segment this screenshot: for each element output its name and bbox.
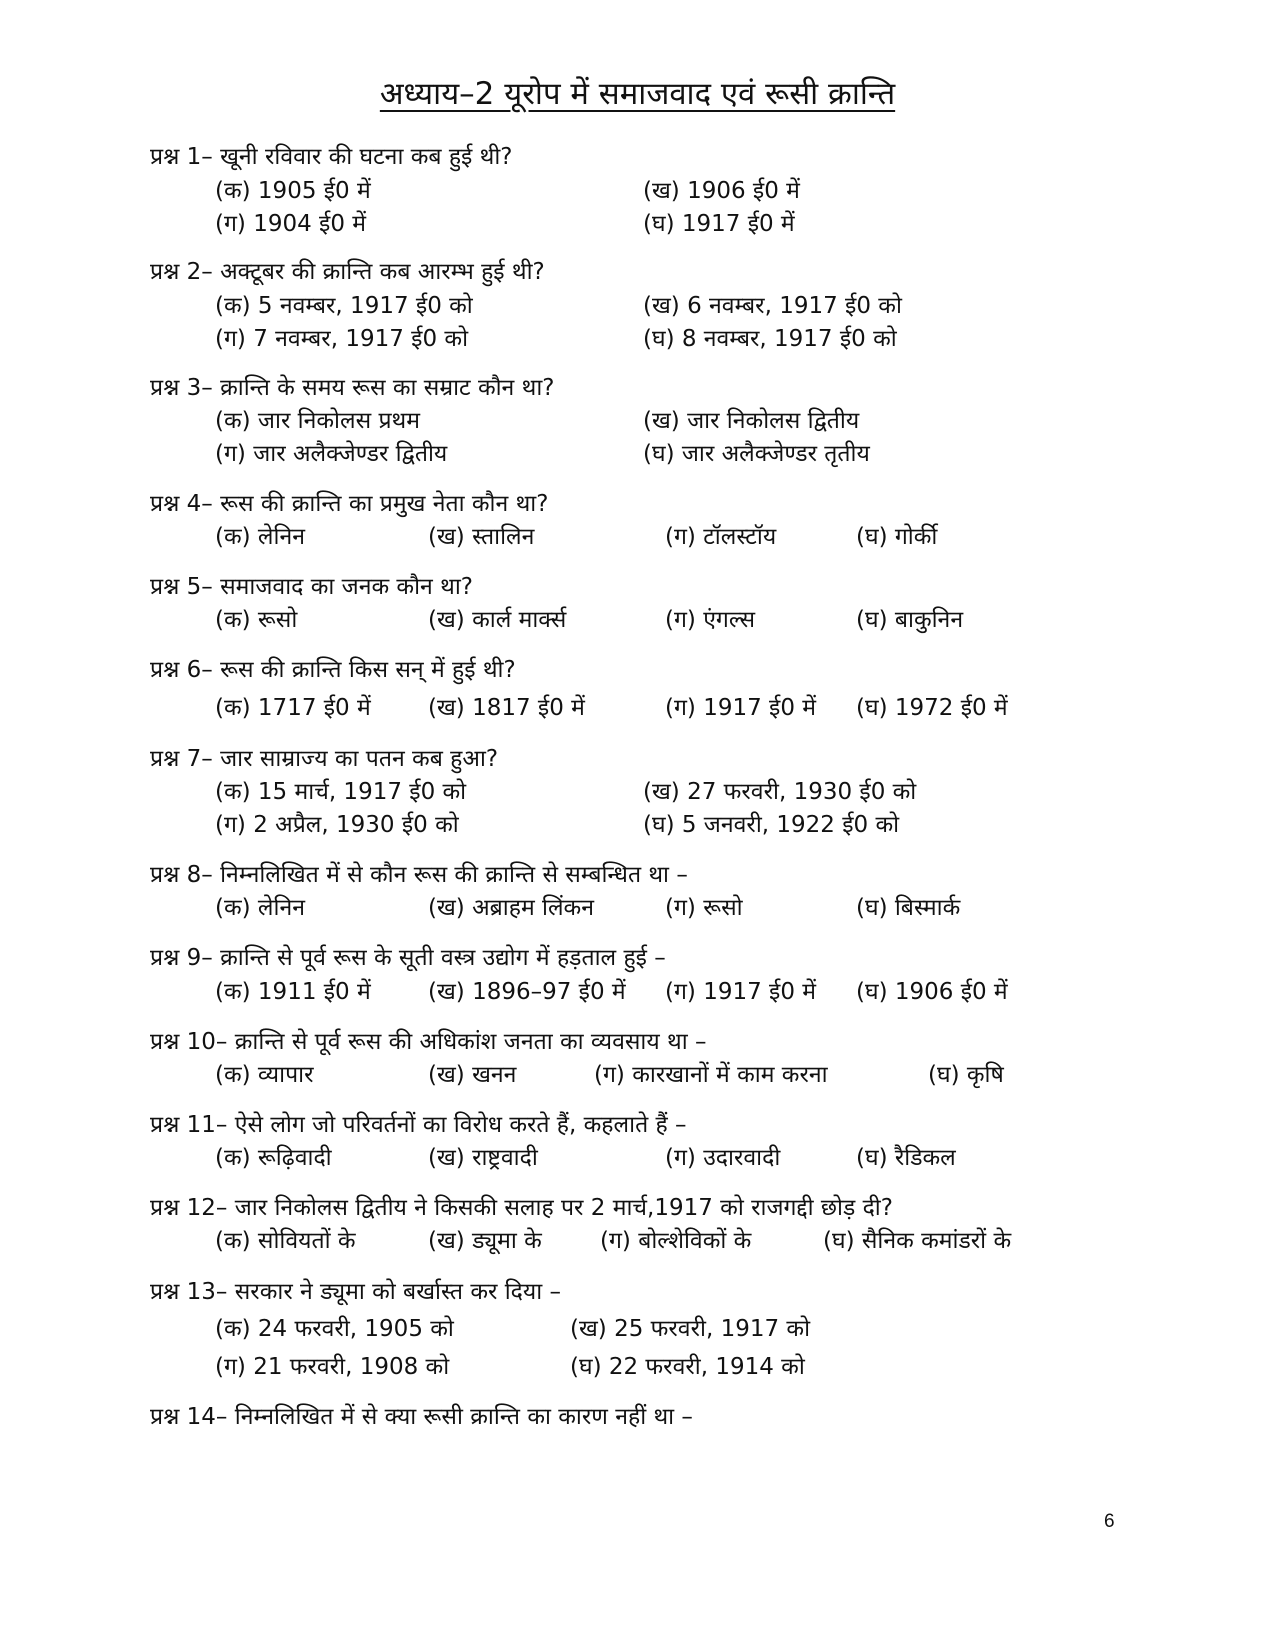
option-13-ga: (ग) 21 फरवरी, 1908 को <box>215 1354 450 1380</box>
option-8-gha: (घ) बिस्मार्क <box>856 895 961 921</box>
option-7-kha: (ख) 27 फरवरी, 1930 ई0 को <box>643 779 917 805</box>
option-2-kha: (ख) 6 नवम्बर, 1917 ई0 को <box>643 293 902 319</box>
option-12-kha: (ख) ड्यूमा के <box>428 1228 542 1254</box>
option-5-kha: (ख) कार्ल मार्क्स <box>428 607 567 633</box>
option-6-ga: (ग) 1917 ई0 में <box>665 695 817 721</box>
option-2-ka: (क) 5 नवम्बर, 1917 ई0 को <box>215 293 473 319</box>
option-5-ga: (ग) एंगल्स <box>665 607 756 633</box>
option-7-ka: (क) 15 मार्च, 1917 ई0 को <box>215 779 467 805</box>
option-2-ga: (ग) 7 नवम्बर, 1917 ई0 को <box>215 326 469 352</box>
option-9-gha: (घ) 1906 ई0 में <box>856 979 1008 1005</box>
option-12-gha: (घ) सैनिक कमांडरों के <box>823 1228 1012 1254</box>
option-3-kha: (ख) जार निकोलस द्वितीय <box>643 408 860 434</box>
question-5: प्रश्न 5– समाजवाद का जनक कौन था? <box>150 574 473 600</box>
option-13-ka: (क) 24 फरवरी, 1905 को <box>215 1316 454 1342</box>
option-11-ga: (ग) उदारवादी <box>665 1145 781 1171</box>
option-5-ka: (क) रूसो <box>215 607 298 633</box>
option-3-ga: (ग) जार अलैक्जेण्डर द्वितीय <box>215 441 448 467</box>
option-4-kha: (ख) स्तालिन <box>428 524 535 550</box>
option-7-gha: (घ) 5 जनवरी, 1922 ई0 को <box>643 812 900 838</box>
page-number: 6 <box>1104 1511 1115 1532</box>
question-13: प्रश्न 13– सरकार ने ड्यूमा को बर्खास्त कर दिया – <box>150 1279 561 1305</box>
option-11-ka: (क) रूढ़िवादी <box>215 1145 332 1171</box>
question-11: प्रश्न 11– ऐसे लोग जो परिवर्तनों का विरोध करते हैं, कहलाते हैं – <box>150 1112 687 1138</box>
option-8-ga: (ग) रूसो <box>665 895 743 921</box>
option-7-ga: (ग) 2 अप्रैल, 1930 ई0 को <box>215 812 459 838</box>
question-7: प्रश्न 7– जार साम्राज्य का पतन कब हुआ? <box>150 746 499 772</box>
option-6-ka: (क) 1717 ई0 में <box>215 695 371 721</box>
option-5-gha: (घ) बाकुनिन <box>856 607 964 633</box>
option-2-gha: (घ) 8 नवम्बर, 1917 ई0 को <box>643 326 897 352</box>
option-13-gha: (घ) 22 फरवरी, 1914 को <box>570 1354 805 1380</box>
option-4-ga: (ग) टॉलस्टॉय <box>665 524 777 550</box>
option-6-gha: (घ) 1972 ई0 में <box>856 695 1008 721</box>
option-12-ka: (क) सोवियतों के <box>215 1228 356 1254</box>
option-4-ka: (क) लेनिन <box>215 524 306 550</box>
question-4: प्रश्न 4– रूस की क्रान्ति का प्रमुख नेता कौन था? <box>150 491 549 517</box>
option-11-gha: (घ) रैडिकल <box>856 1145 956 1171</box>
option-8-ka: (क) लेनिन <box>215 895 306 921</box>
option-10-ka: (क) व्यापार <box>215 1062 314 1088</box>
option-6-kha: (ख) 1817 ई0 में <box>428 695 585 721</box>
option-3-ka: (क) जार निकोलस प्रथम <box>215 408 420 434</box>
option-10-ga: (ग) कारखानों में काम करना <box>594 1062 828 1088</box>
question-1: प्रश्न 1– खूनी रविवार की घटना कब हुई थी? <box>150 144 513 170</box>
option-10-kha: (ख) खनन <box>428 1062 517 1088</box>
question-14: प्रश्न 14– निम्नलिखित में से क्या रूसी क्रान्ति का कारण नहीं था – <box>150 1404 693 1430</box>
question-6: प्रश्न 6– रूस की क्रान्ति किस सन् में हुई थी? <box>150 657 516 683</box>
question-2: प्रश्न 2– अक्टूबर की क्रान्ति कब आरम्भ हुई थी? <box>150 259 545 285</box>
option-12-ga: (ग) बोल्शेविकों के <box>600 1228 752 1254</box>
option-9-ka: (क) 1911 ई0 में <box>215 979 371 1005</box>
option-1-ka: (क) 1905 ई0 में <box>215 178 371 204</box>
option-1-gha: (घ) 1917 ई0 में <box>643 211 795 237</box>
option-1-ga: (ग) 1904 ई0 में <box>215 211 367 237</box>
question-9: प्रश्न 9– क्रान्ति से पूर्व रूस के सूती वस्त्र उद्योग में हड़ताल हुई – <box>150 945 666 971</box>
option-4-gha: (घ) गोर्की <box>856 524 938 550</box>
option-8-kha: (ख) अब्राहम लिंकन <box>428 895 594 921</box>
option-10-gha: (घ) कृषि <box>928 1062 1004 1088</box>
option-3-gha: (घ) जार अलैक्जेण्डर तृतीय <box>643 441 870 467</box>
option-9-kha: (ख) 1896–97 ई0 में <box>428 979 626 1005</box>
question-10: प्रश्न 10– क्रान्ति से पूर्व रूस की अधिकांश जनता का व्यवसाय था – <box>150 1029 707 1055</box>
question-12: प्रश्न 12– जार निकोलस द्वितीय ने किसकी सलाह पर 2 मार्च,1917 को राजगद्दी छोड़ दी? <box>150 1195 893 1221</box>
option-11-kha: (ख) राष्ट्रवादी <box>428 1145 538 1171</box>
question-8: प्रश्न 8– निम्नलिखित में से कौन रूस की क्रान्ति से सम्बन्धित था – <box>150 862 688 888</box>
option-1-kha: (ख) 1906 ई0 में <box>643 178 800 204</box>
chapter-title: अध्याय–2 यूरोप में समाजवाद एवं रूसी क्रान्ति <box>379 76 896 112</box>
option-9-ga: (ग) 1917 ई0 में <box>665 979 817 1005</box>
option-13-kha: (ख) 25 फरवरी, 1917 को <box>570 1316 811 1342</box>
question-3: प्रश्न 3– क्रान्ति के समय रूस का सम्राट कौन था? <box>150 375 555 401</box>
